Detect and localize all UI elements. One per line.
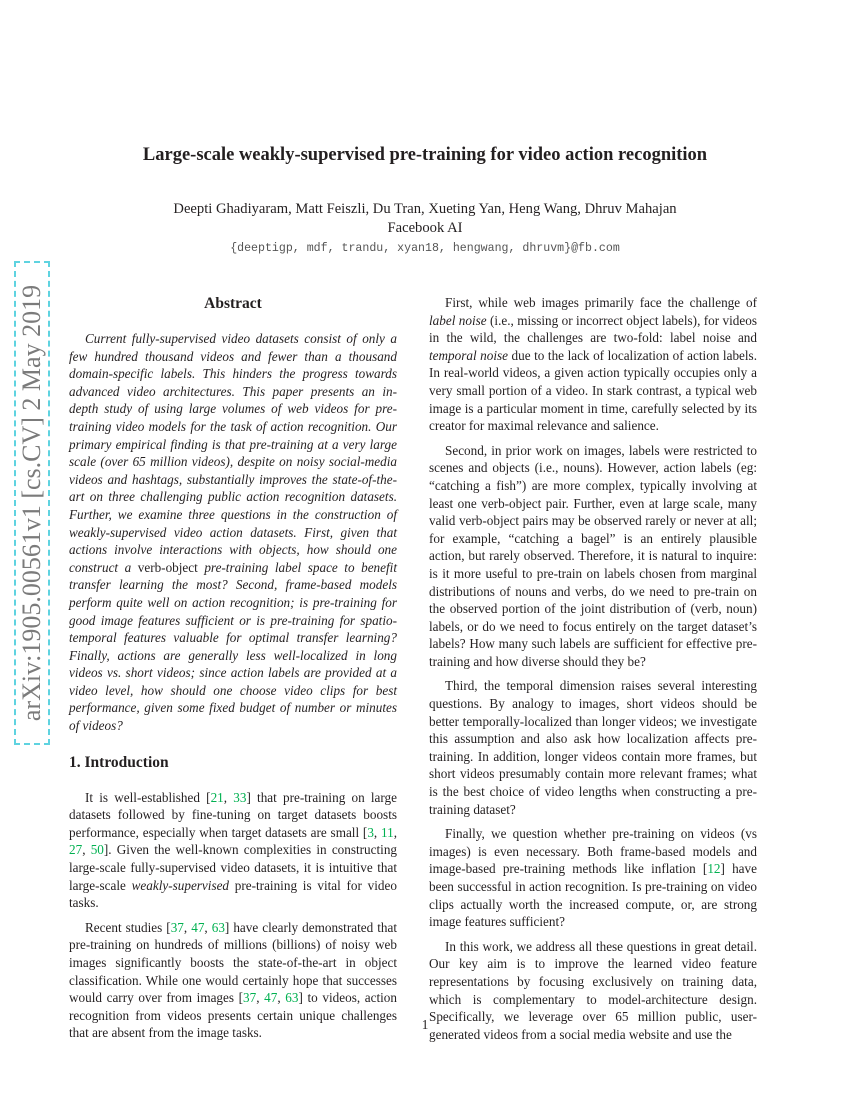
arxiv-stamp-text: arXiv:1905.00561v1 [cs.CV] 2 May 2019	[17, 284, 46, 722]
citation-link[interactable]: 3	[367, 824, 374, 840]
right-paragraph-4	[429, 825, 757, 931]
text-run: ,	[393, 824, 397, 840]
abstract-text	[69, 330, 397, 735]
text-run: Recent studies [	[85, 919, 171, 935]
right-paragraph-3: Third, the temporal dimension raises several interesting questions. By analogy to images, short videos should be better temporally-localized than longer videos; we investigate this assumption and also ask how localization affects pre-training. In addition, longer videos contain more frames, but short videos presumably contain more relevant frames; what is the best choice of video lengths when constructing a pre-training dataset?	[429, 678, 757, 817]
text-run: ,	[277, 990, 286, 1006]
text-run: ,	[82, 842, 91, 858]
text-run: ] to videos, action recognition from videos presents certain unique challenges that are absent from the image tasks.	[69, 990, 397, 1041]
abstract-heading: Abstract	[204, 295, 262, 312]
text-run: ,	[223, 789, 234, 805]
left-column	[69, 294, 397, 1049]
right-column	[429, 294, 757, 1050]
citation-link[interactable]: 12	[707, 861, 721, 877]
text-run: Finally, we question whether pre-training on videos (vs images) is even necessary. Both frame-based models and image-based pre-training methods like inflation [	[429, 826, 757, 877]
affiliation: Facebook AI	[387, 220, 463, 236]
text-run: ,	[256, 990, 265, 1006]
text-run: ,	[183, 919, 192, 935]
emphasis: label noise	[429, 312, 487, 328]
text-run: (i.e., missing or incorrect object labels), for videos in the wild, the challenges are two-fold: label noise and	[429, 312, 757, 346]
author-list: Deepti Ghadiyaram, Matt Feiszli, Du Tran, Xueting Yan, Heng Wang, Dhruv Mahajan	[173, 201, 677, 217]
abstract-text-part: pre-training label space to benefit transfer learning the most? Second, frame-based models perform quite well on action recognition; is pre-training for good image features sufficient or is pre-training for spatio-temporal features valuable for optimal transfer learning? Finally, actions are generally less well-localized in long videos vs. short videos; since action labels are provided at a video level, how should one choose video clips for best performance, given some fixed budget of number or minutes of videos?	[69, 559, 397, 734]
page-number: 1	[421, 1017, 429, 1032]
text-run: ]. Given the well-known complexities in constructing large-scale fully-supervised video datasets, it is intuitive that large-scale	[69, 842, 398, 893]
text-run: ] have clearly demonstrated that pre-training on hundreds of millions (billions) of noisy web images significantly boosts the state-of-the-art in object classification. While one would certainly hope that successes would carry over from images [	[69, 919, 398, 1006]
right-paragraph-2: Second, in prior work on images, labels were restricted to scenes and objects (i.e., nouns). However, action labels (eg: “catching a fish”) are more complex, typically involving at least one verb-object pair. Further, even at large scale, many valid verb-object pairs may be observed rarely or never at all; for example, “catching a bagel” is an entirely plausible action, but rarely observed. Therefore, it is natural to inquire: is it more useful to pre-train on labels chosen from marginal distributions of nouns and verbs, do we need to pre-train on the observed portion of the joint distribution of (verb, noun) labels, or do we need to focus entirely on the target dataset’s labels? How many such labels are sufficient for effective pre-training and how diverse should they be?	[429, 442, 757, 669]
citation-link[interactable]: 47	[191, 919, 205, 935]
emphasis: temporal noise	[429, 347, 508, 363]
citation-link[interactable]: 27	[69, 842, 83, 858]
text-run: ] that pre-training on large datasets followed by fine-tuning on target datasets boosts performance, especially when target datasets are small [	[69, 789, 398, 840]
text-run: ] have been successful in action recognition. Is pre-training on video clips actually worth the increased compute, or, are strong image features sufficient?	[429, 861, 757, 930]
citation-link[interactable]: 21	[210, 789, 224, 805]
text-run: First, while web images primarily face the challenge of	[445, 295, 757, 310]
citation-link[interactable]: 63	[211, 919, 225, 935]
text-run: pre-training is vital for video tasks.	[69, 877, 397, 911]
abstract-upright-term: verb-object	[137, 559, 198, 575]
citation-link[interactable]: 37	[170, 919, 184, 935]
abstract-text-part: Current fully-supervised video datasets consist of only a few hundred thousand videos and fewer than a thousand domain-specific labels. This hinders the progress towards advanced video architectures. This paper presents an in-depth study of using large volumes of web videos for pre-training video models for the task of action recognition. Our primary empirical finding is that pre-training at a very large scale (over 65 million videos), despite on noisy social-media videos and hashtags, substantially improves the state-of-the-art on three challenging public action recognition datasets. Further, we examine three questions in the construction of weakly-supervised video action datasets. First, given that actions involve interactions with objects, how should one construct a	[69, 331, 397, 575]
arxiv-stamp[interactable]	[14, 261, 50, 745]
text-run: ,	[204, 919, 212, 935]
right-paragraph-5: In this work, we address all these questions in great detail. Our key aim is to improve the learned video feature representations by focusing exclusively on training data, which is complementary to model-architecture design. Specifically, we leverage over 65 million public, user-generated videos from a social media website and use the	[429, 938, 757, 1042]
citation-link[interactable]: 33	[233, 789, 247, 805]
text-run: It is well-established [	[85, 789, 211, 805]
citation-link[interactable]: 47	[264, 990, 278, 1006]
emphasis: weakly-supervised	[131, 877, 230, 893]
introduction-heading: 1. Introduction	[69, 753, 169, 771]
citation-link[interactable]: 11	[381, 824, 394, 840]
citation-link[interactable]: 63	[285, 990, 299, 1006]
citation-link[interactable]: 37	[243, 990, 257, 1006]
text-run: ,	[373, 824, 381, 840]
intro-paragraph-1	[69, 789, 397, 912]
citation-link[interactable]: 50	[90, 842, 104, 858]
text-run: due to the lack of localization of action labels. In real-world videos, a given action typically occupies only a very small portion of a video. In stark contrast, a typical web image is a particular moment in time, carefully selected by its creator for maximal relevance and salience.	[429, 347, 757, 434]
paper-title: Large-scale weakly-supervised pre-training for video action recognition	[142, 145, 708, 165]
right-paragraph-1	[429, 294, 757, 435]
author-emails: {deeptigp, mdf, trandu, xyan18, hengwang, dhruvm}@fb.com	[230, 242, 620, 255]
